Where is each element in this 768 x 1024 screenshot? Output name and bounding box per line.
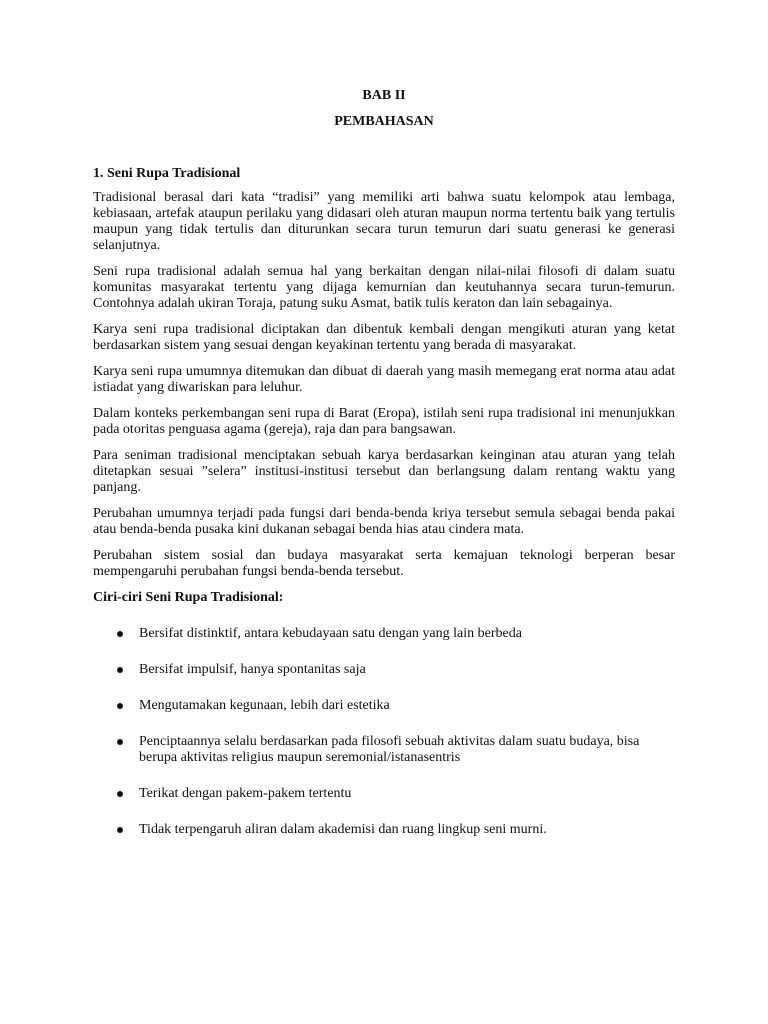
bullet-icon (117, 791, 123, 797)
bullet-icon (117, 667, 123, 673)
list-item (93, 662, 675, 678)
bullet-icon (117, 827, 123, 833)
list-heading: Ciri-ciri Seni Rupa Tradisional: (93, 590, 284, 605)
characteristics-list (93, 626, 675, 838)
paragraph: Karya seni rupa tradisional diciptakan dan dibentuk kembali dengan mengikuti aturan yang ketat berdasarkan sistem yang sesuai dengan keyakinan tertentu yang berada di masyarakat. (93, 322, 675, 353)
list-item-text: Bersifat impulsif, hanya spontanitas saja (139, 662, 366, 677)
list-item (93, 822, 675, 838)
paragraph: Dalam konteks perkembangan seni rupa di Barat (Eropa), istilah seni rupa tradisional ini menunjukkan pada otoritas penguasa agama (gereja), raja dan para bangsawan. (93, 406, 675, 437)
paragraph: Para seniman tradisional menciptakan sebuah karya berdasarkan keinginan atau aturan yang telah ditetapkan sesuai ”selera” institusi-institusi tersebut dan berlangsung dalam rentang waktu yang panjang. (93, 448, 675, 495)
list-item-text: Mengutamakan kegunaan, lebih dari estetika (139, 698, 390, 713)
paragraph: Perubahan sistem sosial dan budaya masyarakat serta kemajuan teknologi berperan besar mempengaruhi perubahan fungsi benda-benda tersebut. (93, 548, 675, 579)
list-item (93, 786, 675, 802)
list-item-text: Tidak terpengaruh aliran dalam akademisi dan ruang lingkup seni murni. (139, 822, 547, 837)
bullet-icon (117, 739, 123, 745)
paragraph: Seni rupa tradisional adalah semua hal yang berkaitan dengan nilai-nilai filosofi di dalam suatu komunitas masyarakat tertentu yang dijaga kemurnian dan keutuhannya secara turun-temurun. Contohnya adalah ukiran Toraja, patung suku Asmat, batik tulis keraton dan lain sebagainya. (93, 264, 675, 311)
list-item-text: Penciptaannya selalu berdasarkan pada filosofi sebuah aktivitas dalam suatu budaya, bisa berupa aktivitas religius maupun seremonial/istanasentris (139, 734, 640, 765)
paragraph: Perubahan umumnya terjadi pada fungsi dari benda-benda kriya tersebut semula sebagai benda pakai atau benda-benda pusaka kini dukanan sebagai benda hias atau cindera mata. (93, 506, 675, 537)
paragraph: Tradisional berasal dari kata “tradisi” yang memiliki arti bahwa suatu kelompok atau lembaga, kebiasaan, artefak ataupun perilaku yang didasari oleh aturan maupun norma tertentu baik yang tertulis maupun yang tidak tertulis dan diturunkan secara turun temurun dari suatu generasi ke generasi selanjutnya. (93, 190, 675, 253)
list-item (93, 734, 675, 766)
page-title: PEMBAHASAN (334, 114, 434, 129)
list-item (93, 626, 675, 642)
list-item-text: Bersifat distinktif, antara kebudayaan satu dengan yang lain berbeda (139, 626, 522, 641)
bullet-icon (117, 631, 123, 637)
document-body (93, 166, 675, 858)
list-item-text: Terikat dengan pakem-pakem tertentu (139, 786, 352, 801)
paragraph: Karya seni rupa umumnya ditemukan dan dibuat di daerah yang masih memegang erat norma atau adat istiadat yang diwariskan para leluhur. (93, 364, 675, 395)
list-item (93, 698, 675, 714)
chapter-heading: BAB II (362, 88, 406, 103)
bullet-icon (117, 703, 123, 709)
section-heading: 1. Seni Rupa Tradisional (93, 166, 241, 181)
